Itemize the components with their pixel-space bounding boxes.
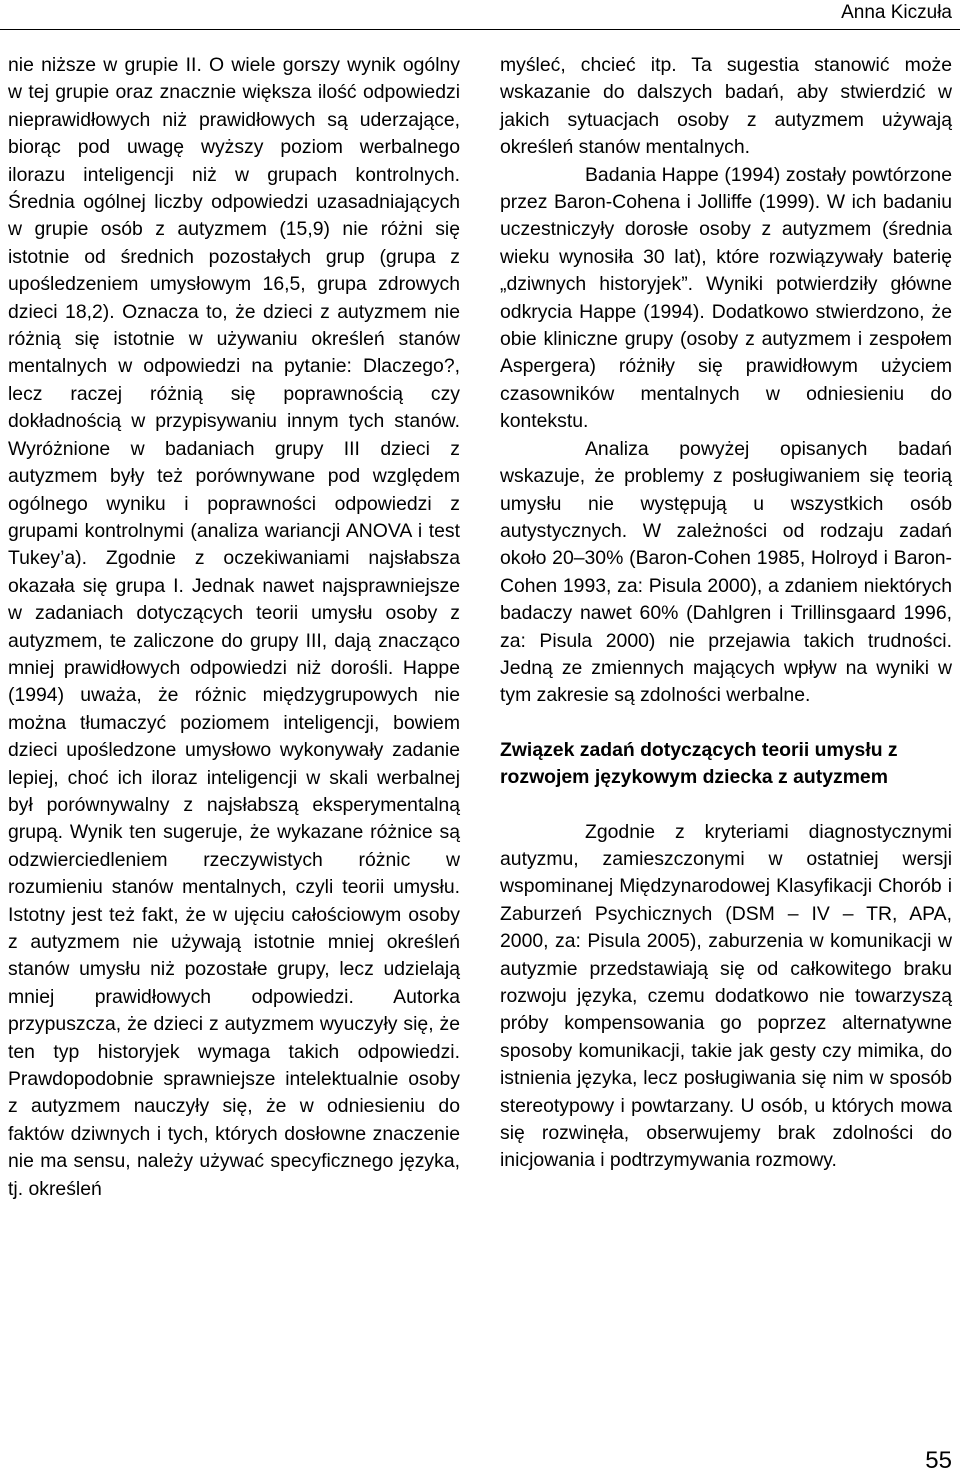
right-paragraph-4: Zgodnie z kryteriami diagnostycznymi autyzmu, zamieszczonymi w ostatniej wersji wspominanej Międzynarodowej Klasyfikacji Chorób i Zaburzeń Psychicznych (DSM – IV – TR, APA, 2000, za: Pisula 2005), zaburzenia w komunikacji w autyzmie przedstawiają się od całkowitego braku rozwoju języka, czemu dodatkowo nie towarzyszą próby kompensowania go poprzez alternatywne sposoby komunikacji, takie jak gesty czy mimika, do istnienia języka, lecz posługiwania się nim w sposób stereotypowy i powtarzany. U osób, u których mowa się rozwinęła, obserwujemy brak zdolności do inicjowania i podtrzymywania rozmowy. xyxy=(500,820,952,1172)
section-heading: Związek zadań dotyczących teorii umysłu z rozwojem językowym dziecka z autyzmem xyxy=(500,738,898,789)
right-column xyxy=(500,52,952,1175)
right-paragraph-2: Badania Happe (1994) zostały powtórzone przez Baron-Cohena i Jolliffe (1999). W ich badaniu uczestniczyły dorosłe osoby z autyzmem (średnia wieku wynosiła 30 lat), które rozwiązywały baterię „dziwnych historyjek”. Wyniki potwierdziły główne odkrycia Happe (1994). Dodatkowo stwierdzono, że obie kliniczne grupy (osoby z autyzmem i zespołem Aspergera) różniły się prawidłowym użyciem czasowników mentalnych w odniesieniu do kontekstu. xyxy=(500,163,952,433)
page-number: 55 xyxy=(925,1447,952,1474)
left-paragraph-1: nie niższe w grupie II. O wiele gorszy wynik ogólny w tej grupie oraz znacznie większa ilość odpowiedzi nieprawidłowych niż prawidłowych są uderzające, biorąc pod uwagę wyższy poziom werbalnego ilorazu inteligencji niż w grupach kontrolnych. Średnia ogólnej liczby odpowiedzi uzasadniających w grupie osób z autyzmem (15,9) nie różni się istotnie od średnich pozostałych grup (grupa z upośledzeniem umysłowym 16,5, grupa zdrowych dzieci 18,2). Oznacza to, że dzieci z autyzmem nie różnią się istotnie w używaniu określeń stanów mentalnych w odpowiedzi na pytanie: Dlaczego?, lecz raczej różnią się poprawnością czy dokładnością w przypisywaniu innym tych stanów. Wyróżnione w badaniach grupy III dzieci z autyzmem były też porównywane pod względem ogólnego wyniku i poprawności odpowiedzi z grupami kontrolnymi (analiza wariancji ANOVA i test Tukey’a). Zgodnie z oczekiwaniami najsłabsza okazała się grupa I. Jednak nawet najsprawniejsze w zadaniach dotyczących teorii umysłu osoby z autyzmem, te zaliczone do grupy III, dają znacząco mniej prawidłowych odpowiedzi niż dorośli. Happe (1994) uważa, że różnic międzygrupowych nie można tłumaczyć poziomem inteligencji, bowiem dzieci upośledzone umysłowo wykonywały zadanie lepiej, choć ich iloraz inteligencji w skali werbalnej był porównywalny z najsłabszą eksperymentalną grupą. Wynik ten sugeruje, że wykazane różnice są odzwierciedleniem rzeczywistych różnic w rozumieniu stanów mentalnych, czyli teorii umysłu. Istotny jest też fakt, że w ujęciu całościowym osoby z autyzmem nie używają istotnie mniej określeń stanów umysłu niż pozostałe grupy, lecz udzielają mniej prawidłowych odpowiedzi. Autorka przypuszcza, że dzieci z autyzmem wyuczyły się, że ten typ historyjek wymaga takich odpowiedzi. Prawdopodobnie sprawniejsze intelektualnie osoby z autyzmem nauczyły się, że w odniesieniu do faktów dziwnych i tych, których dosłowne znaczenie nie ma sensu, należy używać specyficznego języka, tj. określeń xyxy=(8,54,460,1200)
running-header xyxy=(0,0,960,30)
left-column xyxy=(8,52,460,1203)
right-paragraph-3: Analiza powyżej opisanych badań wskazuje, że problemy z posługiwaniem się teorią umysłu nie występują u wszystkich osób autystycznych. W zależności od rodzaju zadań około 20–30% (Baron-Cohen 1985, Holroyd i Baron-Cohen 1993, za: Pisula 2000), a zdaniem niektórych badaczy nawet 60% (Dahlgren i Trillinsgaard 1996, za: Pisula 2000) nie przejawia takich trudności. Jedną ze zmiennych mających wpływ na wyniki w tym zakresie są zdolności werbalne. xyxy=(500,437,952,707)
right-paragraph-1: myśleć, chcieć itp. Ta sugestia stanowić może wskazanie do dalszych badań, aby stwierdzić w jakich sytuacjach osoby z autyzmem używają określeń stanów mentalnych. xyxy=(500,54,952,159)
header-author: Anna Kiczuła xyxy=(841,2,952,23)
